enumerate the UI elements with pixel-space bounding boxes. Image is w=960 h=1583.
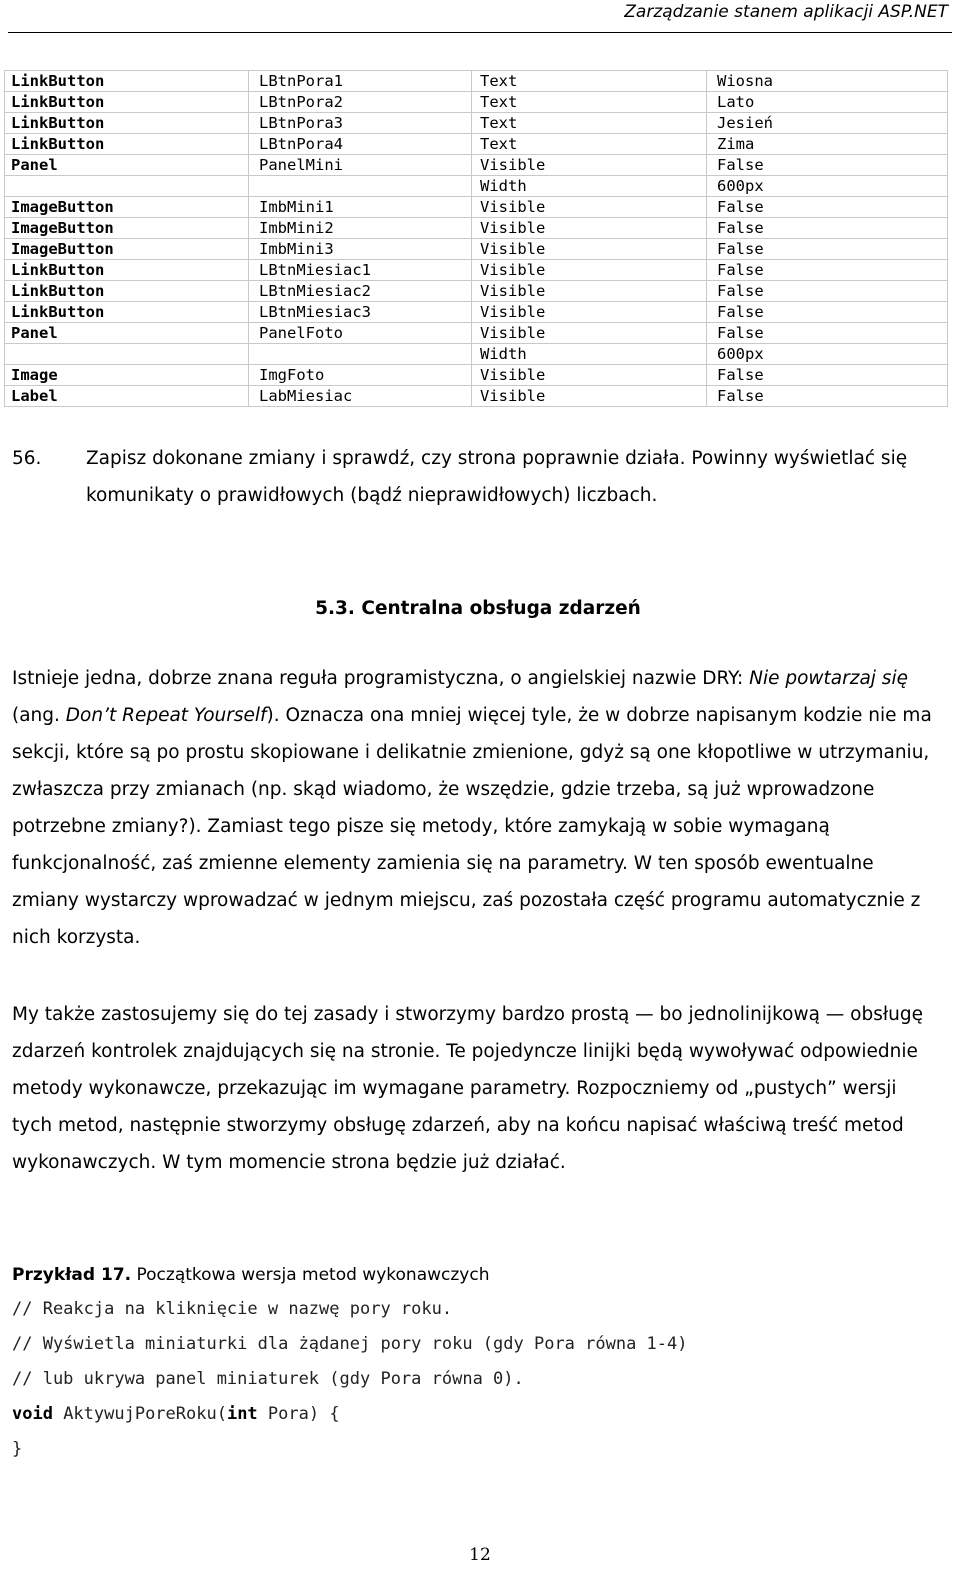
property-value-cell: Zima: [707, 134, 948, 155]
control-id-cell: LBtnMiesiac3: [249, 302, 472, 323]
control-type-cell: LinkButton: [5, 71, 249, 92]
table-row: [5, 197, 948, 218]
table-row: [5, 260, 948, 281]
control-type-cell: LinkButton: [5, 302, 249, 323]
table-row: [5, 176, 948, 197]
control-type-cell: Panel: [5, 323, 249, 344]
property-value-cell: False: [707, 260, 948, 281]
control-id-cell: ImgFoto: [249, 365, 472, 386]
code-listing: [12, 1292, 688, 1467]
property-name-cell: Width: [472, 176, 707, 197]
code-method-signature: [12, 1397, 688, 1432]
property-name-cell: Text: [472, 92, 707, 113]
property-name-cell: Visible: [472, 218, 707, 239]
control-type-cell: ImageButton: [5, 197, 249, 218]
code-comment: // Reakcja na kliknięcie w nazwę pory roku.: [12, 1299, 453, 1319]
step-number: 56.: [12, 448, 42, 469]
table-row: [5, 386, 948, 407]
paragraph-dry-rule: [12, 660, 942, 956]
table-row: [5, 218, 948, 239]
control-type-cell: LinkButton: [5, 134, 249, 155]
control-type-cell: Label: [5, 386, 249, 407]
control-type-cell: Image: [5, 365, 249, 386]
code-method-name: AktywujPoreRoku(: [52, 1404, 227, 1424]
property-name-cell: Visible: [472, 323, 707, 344]
property-value-cell: False: [707, 197, 948, 218]
example-caption-text: Początkowa wersja metod wykonawczych: [131, 1265, 490, 1285]
control-type-cell: LinkButton: [5, 92, 249, 113]
property-name-cell: Text: [472, 134, 707, 155]
property-name-cell: Text: [472, 71, 707, 92]
table-row: [5, 323, 948, 344]
table-row: [5, 239, 948, 260]
control-id-cell: LBtnPora2: [249, 92, 472, 113]
control-id-cell: LBtnPora3: [249, 113, 472, 134]
paragraph-text: Istnieje jedna, dobrze znana reguła programistyczna, o angielskiej nazwie DRY:: [12, 668, 750, 689]
section-title: 5.3. Centralna obsługa zdarzeń: [315, 598, 641, 619]
page-number: 12: [469, 1545, 491, 1565]
code-comment: // Wyświetla miniaturki dla żądanej pory roku (gdy Pora równa 1-4): [12, 1334, 688, 1354]
paragraph-italic-text: Nie powtarzaj się: [749, 668, 908, 689]
property-value-cell: False: [707, 239, 948, 260]
paragraph-italic-text: Don’t Repeat Yourself: [65, 705, 267, 726]
property-name-cell: Visible: [472, 386, 707, 407]
control-type-cell: LinkButton: [5, 260, 249, 281]
property-value-cell: False: [707, 218, 948, 239]
table-row: [5, 92, 948, 113]
property-value-cell: 600px: [707, 176, 948, 197]
control-type-cell: ImageButton: [5, 218, 249, 239]
property-name-cell: Width: [472, 344, 707, 365]
control-type-cell: ImageButton: [5, 239, 249, 260]
property-name-cell: Visible: [472, 239, 707, 260]
paragraph-text: (ang.: [12, 705, 66, 726]
control-type-cell: Panel: [5, 155, 249, 176]
control-type-cell: [5, 176, 249, 197]
table-row: [5, 134, 948, 155]
table-row: [5, 155, 948, 176]
example-caption: [12, 1262, 489, 1288]
property-value-cell: False: [707, 155, 948, 176]
table-row: [5, 302, 948, 323]
property-name-cell: Visible: [472, 197, 707, 218]
step-text: Zapisz dokonane zmiany i sprawdź, czy strona poprawnie działa. Powinny wyświetlać się komunikaty o prawidłowych (bądź nieprawidłowych) liczbach.: [86, 448, 908, 506]
control-id-cell: LabMiesiac: [249, 386, 472, 407]
property-value-cell: 600px: [707, 344, 948, 365]
property-value-cell: Jesień: [707, 113, 948, 134]
property-value-cell: False: [707, 323, 948, 344]
property-value-cell: False: [707, 302, 948, 323]
control-id-cell: LBtnMiesiac1: [249, 260, 472, 281]
table-row: [5, 365, 948, 386]
code-parameter: Pora) {: [257, 1404, 340, 1424]
control-id-cell: [249, 176, 472, 197]
property-name-cell: Visible: [472, 260, 707, 281]
table-row: [5, 71, 948, 92]
paragraph-event-handling: My także zastosujemy się do tej zasady i stworzymy bardzo prostą — bo jednolinijkową — obsługę zdarzeń kontrolek znajdujących się na stronie. Te pojedyncze linijki będą wywoływać odpowiednie metody wykonawcze, przekazując im wymagane parametry. Rozpoczniemy od „pustych” wersji tych metod, następnie stworzymy obsługę zdarzeń, aby na końcu napisać właściwą treść metod wykonawczych. W tym momencie strona będzie już działać.: [12, 1004, 923, 1173]
running-header: Zarządzanie stanem aplikacji ASP.NET: [624, 2, 948, 22]
properties-table: [4, 70, 948, 407]
control-id-cell: ImbMini3: [249, 239, 472, 260]
control-id-cell: LBtnPora4: [249, 134, 472, 155]
property-name-cell: Visible: [472, 365, 707, 386]
code-closing-brace: }: [12, 1439, 23, 1459]
property-value-cell: False: [707, 365, 948, 386]
table-row: [5, 281, 948, 302]
paragraph-text: ). Oznacza ona mniej więcej tyle, że w dobrze napisanym kodzie nie ma sekcji, które są po prostu skopiowane i delikatnie zmienione, gdyż są one kłopotliwe w utrzymaniu, zwłaszcza przy zmianach (np. skąd wiadomo, że wszędzie, gdzie trzeba, są już wprowadzone potrzebne zmiany?). Zamiast tego pisze się metody, które zamykają w sobie wymaganą funkcjonalność, zaś zmienne elementy zamienia się na parametry. W ten sposób ewentualne zmiany wystarczy wprowadzać w jednym miejscu, zaś pozostała część programu automatycznie z nich korzysta.: [12, 705, 932, 948]
control-id-cell: [249, 344, 472, 365]
code-keyword: int: [226, 1404, 258, 1424]
property-value-cell: False: [707, 281, 948, 302]
property-name-cell: Visible: [472, 302, 707, 323]
property-value-cell: False: [707, 386, 948, 407]
control-id-cell: ImbMini2: [249, 218, 472, 239]
header-divider: [8, 32, 952, 33]
control-type-cell: LinkButton: [5, 113, 249, 134]
control-id-cell: LBtnMiesiac2: [249, 281, 472, 302]
example-label: Przykład 17.: [12, 1265, 132, 1285]
control-type-cell: LinkButton: [5, 281, 249, 302]
property-value-cell: Lato: [707, 92, 948, 113]
property-name-cell: Visible: [472, 155, 707, 176]
control-id-cell: ImbMini1: [249, 197, 472, 218]
control-type-cell: [5, 344, 249, 365]
control-id-cell: PanelFoto: [249, 323, 472, 344]
table-row: [5, 344, 948, 365]
property-name-cell: Text: [472, 113, 707, 134]
code-comment: // lub ukrywa panel miniaturek (gdy Pora równa 0).: [12, 1369, 524, 1389]
code-keyword: void: [12, 1404, 53, 1424]
control-id-cell: PanelMini: [249, 155, 472, 176]
property-name-cell: Visible: [472, 281, 707, 302]
control-id-cell: LBtnPora1: [249, 71, 472, 92]
table-row: [5, 113, 948, 134]
property-value-cell: Wiosna: [707, 71, 948, 92]
